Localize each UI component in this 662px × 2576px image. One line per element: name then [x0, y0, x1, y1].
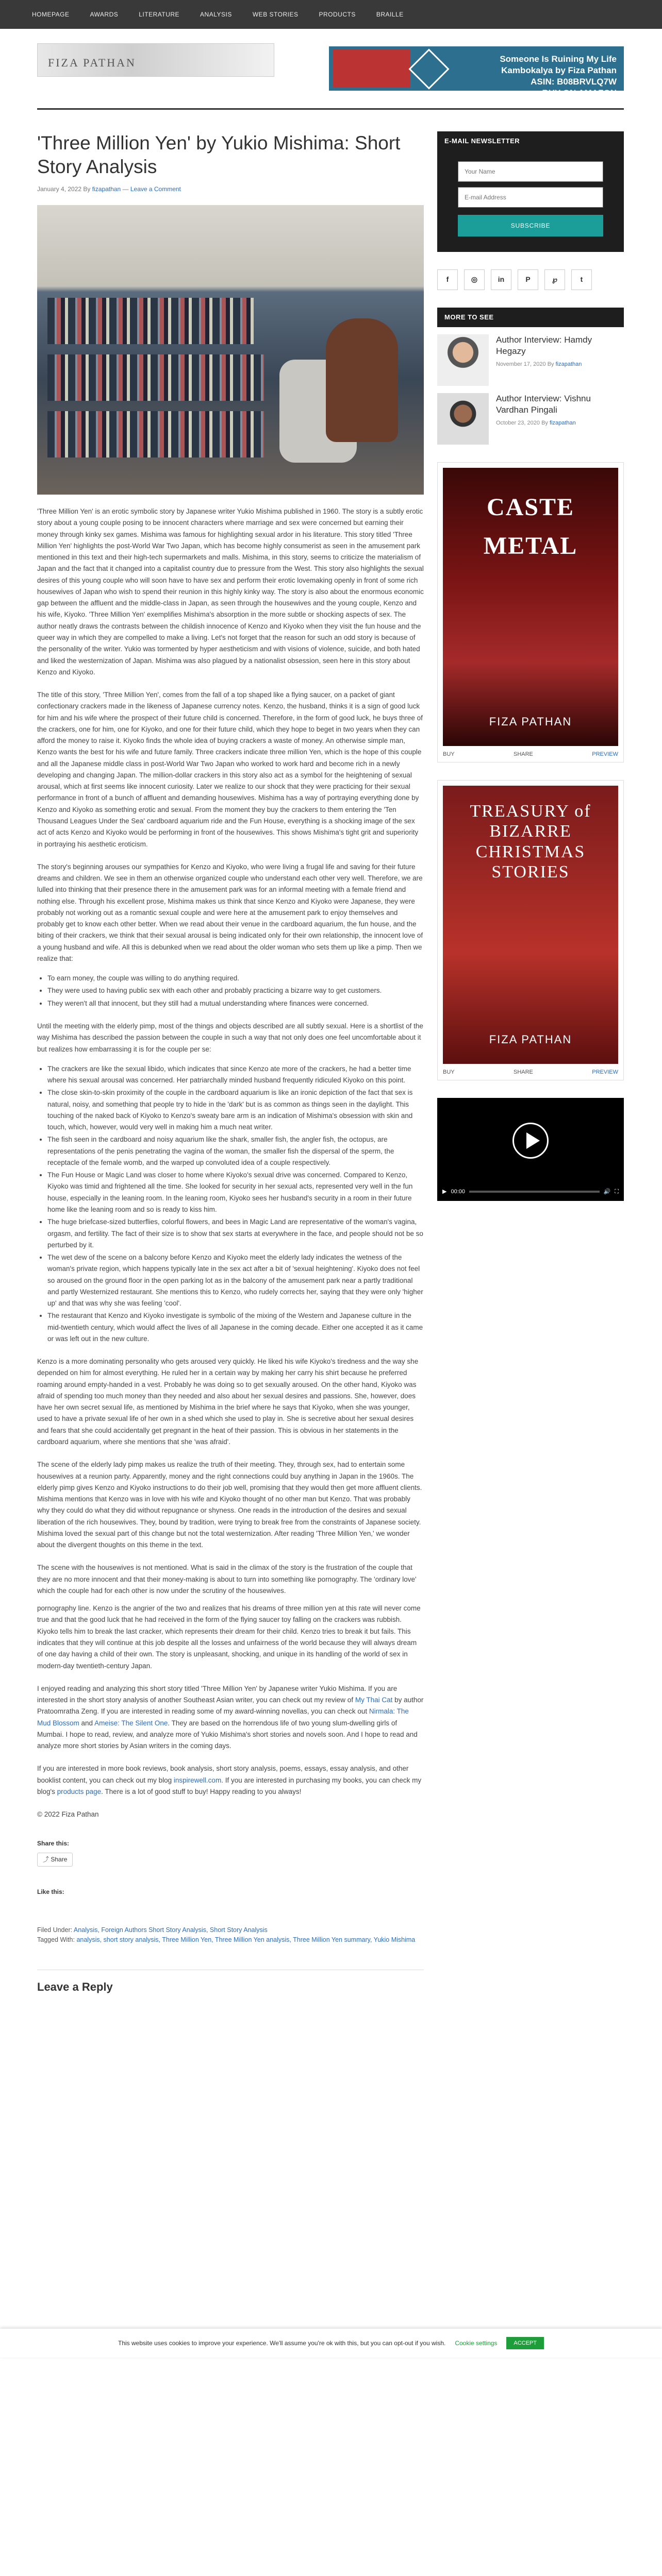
nav-analysis[interactable]: ANALYSIS — [200, 10, 232, 18]
paragraph: The scene of the elderly lady pimp makes us realize the truth of their meeting. They, through sex, had to entertain some housewives at a reunion party. Apparently, money and the right connections could buy anything in Japan in the 1960s. The elderly pimp gives Kenzo and Kiyoko instructions to do their job well, promising that they would then get more affluent clients. Mishima mentions that Kenzo was in love with his wife and Kiyoko thought of no other man but Kenzo. That was probably why they could do what they did without repugnance or shyness. One reads in the introduction of the desires and sexual liberation of the rich housewives. They, bound by tradition, were trying to break free from the constraints of Japanese society. Mishima loved the sexual part of this change but not the total westernization. After reading 'Three Million Yen,' we wonder about the divergent thoughts on this theme in the text. — [37, 1461, 422, 1549]
bullet-list — [47, 973, 424, 1009]
banner-line2: Kambokalya by Fiza Pathan — [501, 65, 617, 76]
book-widget — [437, 462, 624, 762]
fullscreen-icon[interactable]: ⛶ — [615, 1188, 619, 1195]
nav-homepage[interactable]: HOMEPAGE — [32, 10, 70, 18]
leave-comment-link[interactable]: Leave a Comment — [130, 185, 181, 193]
post-categories — [37, 1925, 424, 1945]
bullet-list — [47, 1063, 424, 1345]
share-button[interactable]: SHARE — [513, 1069, 533, 1076]
text: If you are interested in more book reviews, book analysis, short story analysis, poems, essays, essay analysis, and other booklist content, you can check out my blog — [37, 1765, 409, 1784]
text: and — [79, 1719, 95, 1727]
share-icon: ⤴ — [43, 1856, 51, 1863]
book-cover-author: FIZA PATHAN — [489, 715, 572, 728]
video-player[interactable] — [437, 1098, 624, 1201]
filed-under — [37, 1925, 424, 1935]
share-label: Share this: — [37, 1840, 70, 1848]
banner-line3: ASIN: B08BRVLQ7W — [531, 77, 617, 87]
like-label: Like this: — [37, 1888, 64, 1895]
tag-links[interactable]: analysis, short story analysis, Three Million Yen, Three Million Yen analysis, Three Million Yen summary, Yukio Mishima — [76, 1936, 416, 1943]
post-by: By — [83, 185, 91, 193]
podcast-icon[interactable]: ℘ — [544, 269, 565, 290]
share-button[interactable]: SHARE — [513, 751, 533, 758]
paragraph: Until the meeting with the elderly pimp, most of the things and objects described are all subtly sexual. Here is a shortlist of the way Mishima has described the passion between the couple in such a way that not only does one feel uncomfortable about it but realizes how embarrassing it is for the couple per se: — [37, 1022, 423, 1053]
tagged-with — [37, 1935, 424, 1945]
paragraph: pornography line. Kenzo is the angrier of the two and realizes that his dreams of three million yen at this rate will never come true and that the good luck that he had received in the form of the flying saucer toy falling on the crackers was rubbish. Kiyoko tells him to break the last cracker, which represents their dream for their child. Kenzo tries to break it but fails. This indicates that they will continue at this job despite all the losses and unfairness of the world because they will always dream of one day having a child of their own. The story is unpleasant, shocking, and unique in its handling of the world of sex in modern-day twentieth-century Japan. — [37, 1604, 421, 1670]
tagged-label: Tagged With: — [37, 1936, 75, 1943]
book-cover-title: TREASURY of BIZARRE CHRISTMAS STORIES — [470, 802, 591, 882]
text: . There is a lot of good stuff to buy! Happy reading to you always! — [101, 1787, 302, 1795]
sidebar — [437, 131, 624, 1201]
banner-image — [333, 49, 410, 88]
nirmala-link[interactable]: Nirmala: The Mud Blossom — [37, 1707, 409, 1727]
post-author-link[interactable]: fizapathan — [92, 185, 121, 193]
cookie-settings-link[interactable]: Cookie settings — [455, 2339, 498, 2347]
facebook-icon[interactable]: f — [437, 269, 458, 290]
filed-label: Filed Under: — [37, 1926, 73, 1934]
newsletter-form — [437, 151, 624, 252]
top-navigation — [0, 0, 662, 29]
play-small-icon[interactable]: ▶ — [442, 1188, 447, 1195]
preview-link[interactable]: PREVIEW — [592, 1069, 618, 1076]
copyright-line: © 2022 Fiza Pathan — [37, 1810, 99, 1819]
list-item: • The close skin-to-skin proximity of the couple in the cardboard aquarium is like an ironic depiction of the fact that sex is natural, noisy, and something that people try to hide in the 'dark' but is as common as things seen in the daylight. This touching of the naked back of Kiyoko to Kenzo's sweaty bare arm is an indication of Mishima's obsession with skin and touch, which, however, would very well in making him a much neat writer. — [47, 1087, 424, 1133]
post-date: January 4, 2022 — [37, 185, 82, 193]
nav-braille[interactable]: BRAILLE — [376, 10, 404, 18]
social-icons — [437, 269, 624, 290]
buy-button[interactable]: BUY — [443, 1069, 455, 1076]
list-item: • The restaurant that Kenzo and Kiyoko investigate is symbolic of the mixing of the Western and Japanese culture in the mid-twentieth century, which would affect the lives of all Japanese in the coming decade. Either one accepted it as it came or was left out in the new culture. — [47, 1310, 424, 1345]
category-links[interactable]: Analysis, Foreign Authors Short Story Analysis, Short Story Analysis — [73, 1926, 268, 1934]
nav-literature[interactable]: LITERATURE — [139, 10, 180, 18]
volume-icon[interactable]: 🔊 — [603, 1188, 611, 1195]
book-cover-title: CASTE METAL — [483, 494, 578, 560]
share-button-label: Share — [51, 1856, 68, 1863]
ad-banner[interactable] — [329, 46, 624, 98]
twitter-icon[interactable]: t — [571, 269, 592, 290]
cookie-accept-button[interactable]: ACCEPT — [506, 2337, 544, 2349]
cube-icon — [408, 48, 449, 89]
instagram-icon[interactable]: ◎ — [464, 269, 485, 290]
paragraph: The scene with the housewives is not mentioned. What is said in the climax of the story is the frustration of the couple that they are no more innocent and that their money-making is about to turn into something like pornography. The 'ordinary love' which the couple had for each other is now under the scrutiny of the housewives. — [37, 1564, 417, 1595]
preview-link[interactable]: PREVIEW — [592, 751, 618, 758]
paragraph: The title of this story, 'Three Million Yen', comes from the fall of a top shaped like a flying saucer, on a packet of giant confectionary crackers made in the likeness of Japanese currency notes. Kenzo, the husband, thinks it is a sign of good luck for him and his wife where the prospect of their future child is concerned. Therefore, in the form of good luck, he buys three of the crackers, one for him, one for Kiyoko, and one for their future child, which they hope to beget in two years when they can afford the money to raise it. Kiyoko finds the whole idea of buying crackers a waste of money. An otherwise simple man, Kenzo wants the best for his wife and future family. Three crackers indicate three million Yen, which is the hope of this couple and all the Japanese middle class in post-World War Two Japan who worked to work hard and become rich in a newly developing and changing Japan. The million-dollar crackers in this story also act as a symbol for the heightening of sexual arousal, which at first seems like innocent curiosity. Later we realize to our shock that they were practicing for their sexual performance in front of a bunch of affluent and demanding housewives. Mishima has a way of portraying everything done by Kenzo and Kiyoko as something erotic and sexual. From the moment they buy the crackers to them entering the 'Ten Thousand Leagues Under the Sea' cardboard aquarium ride and the Fun House, everything is a shocking image of the sex act of acts Kenzo and Kiyoko would be performing in front of the housewives. This shows Mishima's tight grit and superiority in portraying his aesthetic eroticism. — [37, 691, 423, 848]
related-post-author[interactable]: fizapathan — [549, 420, 576, 427]
paragraph: 'Three Million Yen' is an erotic symbolic story by Japanese writer Yukio Mishima published in 1960. The story is a subtly erotic story about a young couple posing to be innocent characters where marriage and sex were concerned but earning their money through kinky sex games. Mishima was famous for highlighting sexual ardor in his literature. This story titled 'Three Million Yen' highlights the post-World War Two Japan, which has become highly consumerist as seen in the amusement park mentioned in this text and their high-tech supermarkets and malls. Mishima, in this story, seems to criticize the materialism of Japan and the fact that it changed into a capitalist country due to pressure from the West. This story also highlights the sexual desires of this young couple who will soon have to have sex and perform their erotic lovemaking openly in front of some rich housewives of Japan who wish to spend their reunion in this highly kinky way. The story is also about the enormous economic gap between the affluent and the middle-class in Japan, as seen through the housewives and the young couple, Kenzo and his wife, Kiyoko. 'Three Million Yen' exemplifies Mishima's absorption in the more subtle or shocking aspects of sex. The author neatly draws the contrasts between the childish innocence of Kenzo and Kiyoko when they visit the fun house and the queer way in which they are compelled to make a living. Let's not forget that the reason for such an odd story is because of the personality of the writer. Yukio was tormented by hyper aestheticism and with visions of violence, suicide, and both hated and liked the westernization of Japan. Mishima was also plagued by a nationalist obsession, seen here in this story about Kenzo and Kiyoko. — [37, 507, 424, 676]
text: I enjoyed reading and analyzing this short story titled 'Three Million Yen' by Japanese writer Yukio Mishima. If you are interested in the short story analysis of another Southeast Asian writer, you can check out my review of — [37, 1684, 398, 1704]
related-post-title[interactable]: Author Interview: Vishnu Vardhan Pingali — [496, 394, 591, 415]
related-post-meta — [496, 419, 624, 428]
book-cover[interactable] — [443, 786, 618, 1064]
my-thai-cat-link[interactable]: My Thai Cat — [355, 1696, 393, 1704]
related-post-title[interactable]: Author Interview: Hamdy Hegazy — [496, 335, 592, 357]
video-controls — [437, 1182, 624, 1201]
banner-line1: Someone Is Ruining My Life — [500, 54, 617, 64]
post-meta — [37, 184, 424, 194]
pinterest-icon[interactable]: P — [518, 269, 538, 290]
blog-link[interactable]: inspirewell.com — [173, 1776, 222, 1784]
meta-separator: — — [122, 185, 129, 193]
main-content — [37, 131, 424, 1996]
share-button[interactable] — [37, 1853, 73, 1867]
paragraph: Kenzo is a more dominating personality who gets aroused very quickly. He liked his wife Kiyoko's tiredness and the way she depended on him for almost everything. He ruled her in a certain way by making her carry his shirt because he preferred roaming around empty-handed in a vest. Probably he was doing so to get sexually aroused. On the other hand, Kiyoko was afraid of spending too much money than they needed and also about her sexual desires and passions. She, however, does have her own secret sexual life, as mentioned by Mishima in the brief where he says that Kiyoko, when she was younger, used to have a private sexual life of her own in a shed which she used to play in. She is secretive about her sexual desires and fears that she could accidentally get pregnant in the heat of their passion. This is obvious in her statements in the cardboard aquarium, where she mentions that she 'was afraid'. — [37, 1358, 419, 1446]
paragraph: The story's beginning arouses our sympathies for Kenzo and Kiyoko, who were living a frugal life and saving for their future dreams and children. We see in them an otherwise organized couple who understand each other very well. Therefore, we are lulled into thinking that their presence there in the amusement park was for an informal meeting with a female friend and nothing else. Through his excellent prose, Mishima makes us think that since Kenzo and Kiyoko were Japanese, they were probably not working out as a romantic sexual couple and were here at the amusement park to enjoy themselves and probably get to know each other better. When we read about their venue in the cardboard aquarium, the fun house, and the biting of their crackers, we think that their sexual arousal is being indicated only for their own relationship, the innocent love of a young husband and wife. All this is debunked when we read about the older woman who sets them up like a pimp. Then we realize that: — [37, 862, 423, 962]
book-actions — [443, 1068, 618, 1077]
subscribe-button[interactable]: SUBSCRIBE — [458, 215, 603, 236]
cookie-text: This website uses cookies to improve your experience. We'll assume you're ok with this, but you can opt-out if you wish. — [118, 2339, 446, 2347]
list-item: • The fish seen in the cardboard and noisy aquarium like the shark, smaller fish, the angler fish, the octopus, are representations of the penis penetrating the vagina of the woman, the smaller fish the dispersal of the sperm, the receptacle of the female womb, and the warped up convoluted idea of a couple respectively. — [47, 1134, 424, 1168]
list-item: • The Fun House or Magic Land was closer to home where Kiyoko's sexual drive was concerned. Compared to Kenzo, Kiyoko was timid and frightened all the time. She looked for security in her sexual acts, represented very well in the fun house, especially in the leaning room. In the leaning room, Kiyoko sees her husband's security in a room in their future home like the leaning room and so is ready to kiss him. — [47, 1170, 424, 1215]
nav-web-stories[interactable]: WEB STORIES — [252, 10, 299, 18]
book-cover[interactable] — [443, 468, 618, 746]
related-post-by: By — [541, 420, 548, 427]
related-post-author[interactable]: fizapathan — [555, 361, 582, 368]
text: . If you are interested in purchasing my books, you can check my blog's — [37, 1776, 422, 1795]
video-progress[interactable] — [469, 1191, 600, 1193]
text: by author Pratoomratha Zeng. If you are interested in reading some of my award-winning novellas, you can check out — [37, 1696, 424, 1716]
banner-text — [500, 54, 617, 99]
author-photo[interactable] — [437, 393, 489, 445]
header-divider — [37, 108, 624, 110]
nav-awards[interactable]: AWARDS — [90, 10, 119, 18]
cookie-bar — [0, 2329, 662, 2358]
book-cover-author: FIZA PATHAN — [489, 1033, 572, 1046]
video-time: 00:00 — [451, 1188, 465, 1195]
buy-button[interactable]: BUY — [443, 751, 455, 758]
site-logo[interactable] — [37, 43, 274, 77]
related-post-date: October 23, 2020 — [496, 420, 540, 427]
related-post[interactable] — [437, 393, 624, 445]
author-photo[interactable] — [437, 334, 489, 386]
ameise-link[interactable]: Ameise: The Silent One — [94, 1719, 168, 1727]
linkedin-icon[interactable]: in — [491, 269, 511, 290]
more-to-see-title: MORE TO SEE — [437, 308, 624, 327]
email-input[interactable] — [458, 187, 603, 208]
list-item: • They weren't all that innocent, but they still had a mutual understanding where finances were concerned. — [47, 998, 424, 1009]
related-post-by: By — [547, 361, 554, 368]
paragraph — [37, 1763, 424, 1798]
leave-reply-heading: Leave a Reply — [37, 1970, 424, 1996]
paragraph — [37, 1683, 424, 1752]
hero-image — [37, 205, 424, 495]
banner-cta[interactable]: BUY ON AMAZON — [542, 88, 617, 98]
related-post[interactable] — [437, 334, 624, 386]
list-item: • To earn money, the couple was willing to do anything required. — [47, 973, 424, 984]
nav-products[interactable]: PRODUCTS — [319, 10, 356, 18]
list-item: • The crackers are like the sexual libido, which indicates that since Kenzo ate more of the crackers, he had a better time where his sexual arousal was concerned. Her patriarchally minded husband frequently ridiculed Kiyoko on this point. — [47, 1063, 424, 1087]
book-widget — [437, 780, 624, 1080]
book-actions — [443, 750, 618, 759]
related-post-date: November 17, 2020 — [496, 361, 546, 368]
list-item: • They were used to having public sex with each other and probably practicing a bizarre way to get customers. — [47, 985, 424, 996]
name-input[interactable] — [458, 161, 603, 182]
list-item: • The huge briefcase-sized butterflies, colorful flowers, and bees in Magic Land are representative of the woman's vagina, orgasm, and fertility. The fact of their size is to show that sex starts at everywhere in the face, and people should not be so perturbed by it. — [47, 1216, 424, 1251]
newsletter-title: E-MAIL NEWSLETTER — [437, 131, 624, 151]
products-page-link[interactable]: products page — [57, 1787, 102, 1795]
list-item: • The wet dew of the scene on a balcony before Kenzo and Kiyoko meet the elderly lady indicates the wetness of the woman's private region, which happens typically late in the sex act after a bit of 'sexual heightening'. Kiyoko does not feel so aroused on the ground floor in the open parking lot as in the balcony of the amusement park near a partly traditional and partly Westernized restaurant. She mentions this to Kenzo, who rudely corrects her, saying that they were only 'higher up' and that was why she was feeling 'cool'. — [47, 1252, 424, 1309]
text: . They are based on the horrendous life of two young slum-dwelling girls of Mumbai. I hope to read, review, and analyze more of Yukio Mishima's short stories and novels soon. And I hope to read and analyze more short stories by Asian writers in the coming days. — [37, 1719, 418, 1750]
play-icon[interactable] — [512, 1123, 549, 1159]
post-title: 'Three Million Yen' by Yukio Mishima: Short Story Analysis — [37, 132, 401, 178]
related-post-meta — [496, 360, 624, 369]
logo-text: FIZA PATHAN — [48, 56, 136, 69]
